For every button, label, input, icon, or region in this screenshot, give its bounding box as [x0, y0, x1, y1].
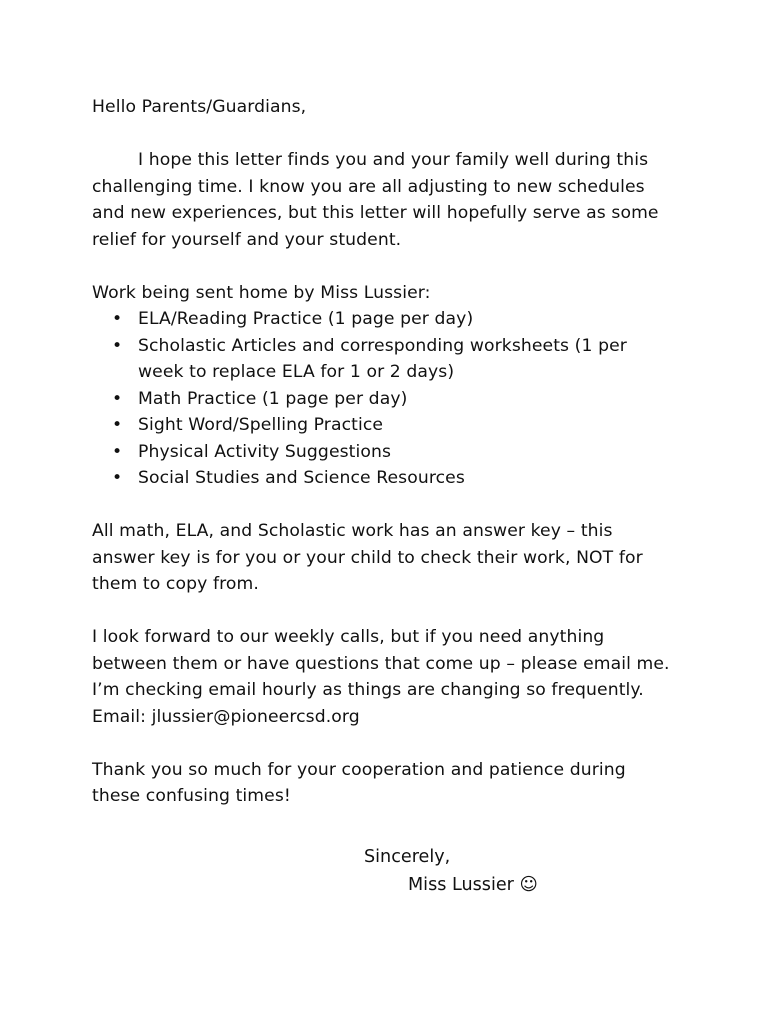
paragraph-gap — [92, 253, 672, 280]
signature: Miss Lussier ☺ — [408, 875, 538, 895]
bullet-icon: • — [112, 335, 123, 356]
bullet-icon: • — [112, 388, 123, 409]
list-item — [92, 333, 672, 386]
paragraph-gap — [92, 492, 672, 519]
list-item-text: Social Studies and Science Resources — [138, 468, 465, 488]
paragraph-gap — [92, 121, 672, 148]
greeting: Hello Parents/Guardians, — [92, 97, 307, 117]
bullet-icon: • — [112, 415, 123, 435]
bullet-icon: • — [112, 468, 123, 488]
closing: Sincerely, — [364, 847, 451, 867]
list-item-text: Math Practice (1 page per day) — [138, 388, 408, 409]
list-item — [92, 465, 672, 492]
list-item-text: Physical Activity Suggestions — [138, 441, 392, 462]
list-item — [92, 439, 672, 466]
list-item-text: ELA/Reading Practice (1 page per day) — [138, 309, 474, 329]
list-item-text: Scholastic Articles and corresponding worksheets (1 per week to replace ELA for 1 or 2 days) — [138, 335, 627, 382]
work-heading: Work being sent home by Miss Lussier: — [92, 282, 431, 303]
bullet-icon: • — [112, 441, 123, 462]
answer-key-paragraph: All math, ELA, and Scholastic work has an answer key – this answer key is for you or your child to check their work, NOT for them to copy from. — [92, 521, 643, 594]
thanks-paragraph: Thank you so much for your cooperation and patience during these confusing times! — [92, 759, 626, 806]
letter-body — [92, 94, 672, 810]
list-item — [92, 306, 672, 333]
list-item-text: Sight Word/Spelling Practice — [138, 415, 384, 435]
list-item — [92, 412, 672, 439]
paragraph-gap — [92, 598, 672, 625]
contact-paragraph: I look forward to our weekly calls, but if you need anything between them or have questions that come up – please email me. I’m checking email hourly as things are changing so frequently. Email: jlussier@pioneercsd.org — [92, 627, 670, 727]
work-list — [92, 306, 672, 492]
bullet-icon: • — [112, 309, 123, 329]
paragraph-gap — [92, 730, 672, 757]
list-item — [92, 386, 672, 413]
intro-paragraph: I hope this letter finds you and your family well during this challenging time. I know you are all adjusting to new schedules and new experiences, but this letter will hopefully serve as some relief for yourself and your student. — [92, 150, 659, 250]
